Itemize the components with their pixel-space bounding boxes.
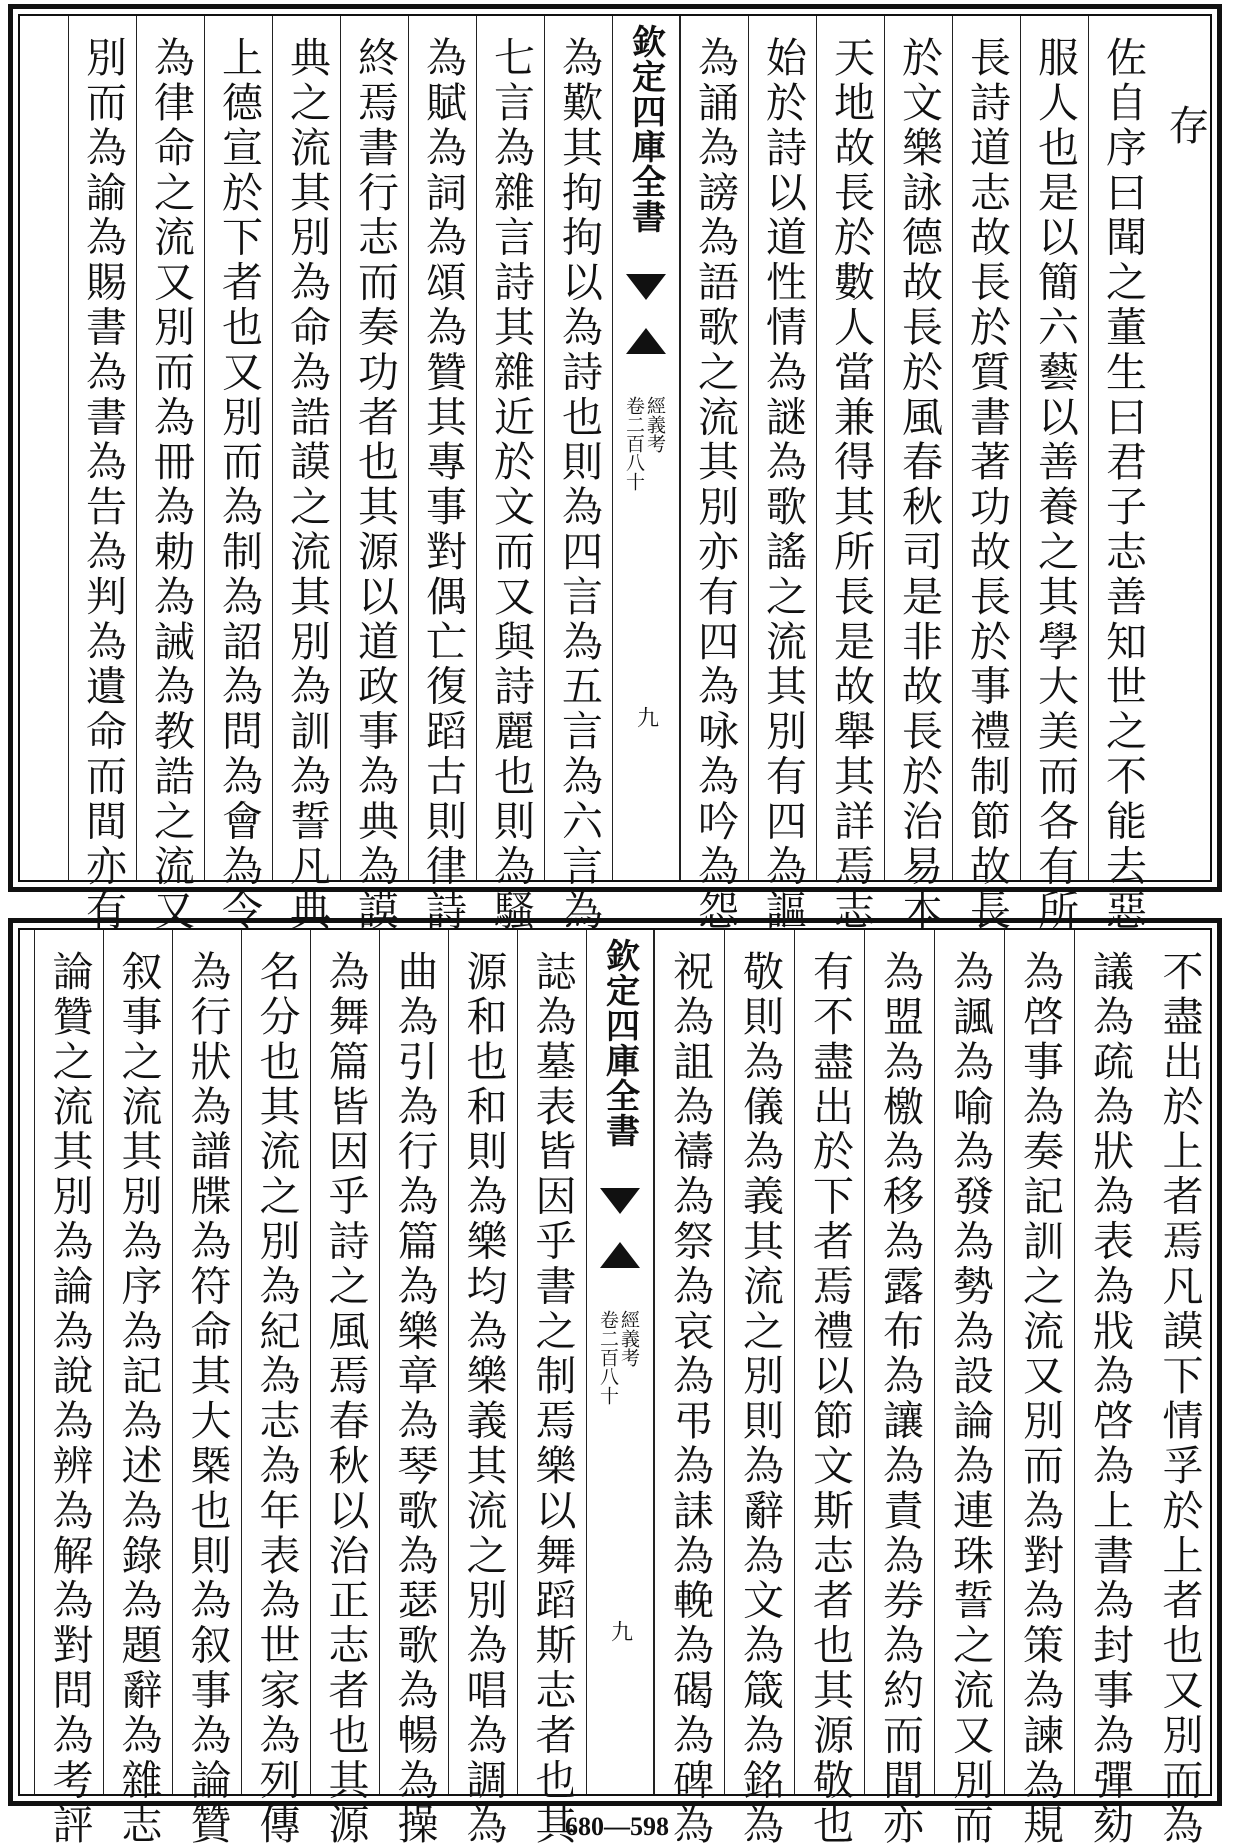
margin-book-name: 經義考	[644, 396, 666, 453]
column-text: 長詩道志故長於質書著功故長於事禮制節故長	[963, 36, 1011, 934]
text-column	[864, 930, 934, 1848]
text-column	[724, 930, 794, 1848]
text-column	[272, 16, 340, 934]
text-column	[748, 16, 816, 934]
text-column	[934, 930, 1004, 1848]
column-text: 為舞篇皆因乎詩之風焉春秋以治正志者也其源	[321, 950, 370, 1848]
text-column	[241, 930, 310, 1848]
fish-tail-mark	[626, 274, 666, 300]
centre-margin	[612, 16, 680, 880]
text-column	[340, 16, 408, 934]
column-text: 為啓事為奏記訓之流又別而為對為策為諫為規	[1016, 950, 1064, 1848]
top-page	[8, 4, 1222, 934]
column-text: 誌為墓表皆因乎書之制焉樂以舞蹈斯志者也其	[528, 950, 577, 1848]
text-column	[34, 930, 103, 1848]
text-column	[476, 16, 544, 934]
header-column	[1156, 16, 1214, 880]
column-text: 服人也是以簡六藝以善養之其學大美而各有所	[1031, 36, 1079, 934]
column-text: 為律命之流又別而為冊為勅為誡為教誥之流又	[147, 36, 195, 934]
text-column	[654, 930, 724, 1848]
text-column	[794, 930, 864, 1848]
text-column	[172, 930, 241, 1848]
page-number-footer: 680—598	[565, 1812, 669, 1841]
text-column	[1088, 16, 1156, 934]
centre-margin	[586, 930, 654, 1794]
column-text: 終焉書行志而奏功者也其源以道政事為典為謨	[351, 36, 399, 934]
column-text: 叙事之流其別為序為記為述為錄為題辭為雜志	[114, 950, 163, 1848]
column-text: 上德宣於下者也又別而為制為詔為問為會為令	[215, 36, 263, 934]
text-column	[816, 16, 884, 934]
text-column	[1020, 16, 1088, 934]
text-column	[1144, 930, 1214, 1848]
text-column	[310, 930, 379, 1848]
column-text: 為誦為謗為語歌之流其別亦有四為咏為吟為怨	[691, 36, 739, 934]
column-text: 不盡出於上者焉凡謨下情孚於上者也又別而為	[1155, 950, 1204, 1848]
margin-folio: 九	[633, 706, 659, 728]
column-text: 為歎其拘拘以為詩也則為四言為五言為六言為	[555, 36, 603, 934]
column-text: 別而為諭為賜書為書為告為判為遺命而間亦有	[79, 36, 127, 934]
margin-title: 欽定四庫全書	[625, 24, 666, 234]
text-column	[517, 930, 586, 1848]
fish-tail-mark	[600, 1242, 640, 1268]
column-text: 名分也其流之別為紀為志為年表為世家為列傳	[252, 950, 301, 1848]
column-text: 議為疏為狀為表為戕為啓為上書為封事為彈劾	[1086, 950, 1134, 1848]
column-text: 為諷為喻為發為勢為設論為連珠誓之流又別而	[946, 950, 994, 1848]
text-column	[952, 16, 1020, 934]
margin-folio: 九	[607, 1620, 633, 1642]
text-column	[1004, 930, 1074, 1848]
column-text: 有不盡出於下者焉禮以節文斯志者也其源敬也	[806, 950, 854, 1848]
section-header: 存	[1161, 104, 1210, 149]
column-text: 天地故長於數人當兼得其所長是故舉其詳焉志	[827, 36, 875, 934]
column-text: 敬則為儀為義其流之別則為辭為文為箴為銘為	[736, 950, 784, 1848]
column-text: 論贊之流其別為論為說為辨為解為對問為考評	[45, 950, 94, 1848]
text-column	[1074, 930, 1144, 1848]
text-column	[68, 16, 136, 934]
column-text: 為行狀為譜牒為符命其大槩也則為叙事為論贊	[183, 950, 232, 1848]
text-column	[544, 16, 612, 934]
text-column	[379, 930, 448, 1848]
fish-tail-mark	[626, 328, 666, 354]
column-text: 曲為引為行為篇為樂章為琴歌為瑟歌為暢為操	[390, 950, 439, 1848]
column-text: 佐自序曰聞之董生曰君子志善知世之不能去惡	[1099, 36, 1147, 934]
fish-tail-mark	[600, 1188, 640, 1214]
text-column	[680, 16, 748, 934]
column-text: 為盟為檄為移為露布為讓為責為券為約而間亦	[876, 950, 924, 1848]
text-column	[204, 16, 272, 934]
column-text: 源和也和則為樂均為樂義其流之別為唱為調為	[459, 950, 508, 1848]
column-text: 為賦為詞為頌為贊其專事對偶亡復蹈古則律詩	[419, 36, 467, 934]
text-column	[884, 16, 952, 934]
text-column	[448, 930, 517, 1848]
text-column	[136, 16, 204, 934]
column-text: 始於詩以道性情為謎為歌謠之流其別有四為謳	[759, 36, 807, 934]
column-text: 七言為雜言詩其雜近於文而又與詩麗也則為騷	[487, 36, 535, 934]
margin-juan: 卷二百八十	[597, 1310, 619, 1405]
margin-book-name: 經義考	[618, 1310, 640, 1367]
margin-title: 欽定四庫全書	[599, 938, 640, 1148]
text-column	[103, 930, 172, 1848]
text-frame	[18, 14, 1212, 934]
text-column	[408, 16, 476, 934]
column-text: 於文樂詠德故長於風春秋司是非故長於治易本	[895, 36, 943, 934]
column-text: 典之流其別為命為誥謨之流其別為訓為誓凡典	[283, 36, 331, 934]
margin-juan: 卷二百八十	[623, 396, 645, 491]
column-text: 祝為詛為禱為祭為哀為弔為誄為輓為碣為碑為	[666, 950, 714, 1848]
